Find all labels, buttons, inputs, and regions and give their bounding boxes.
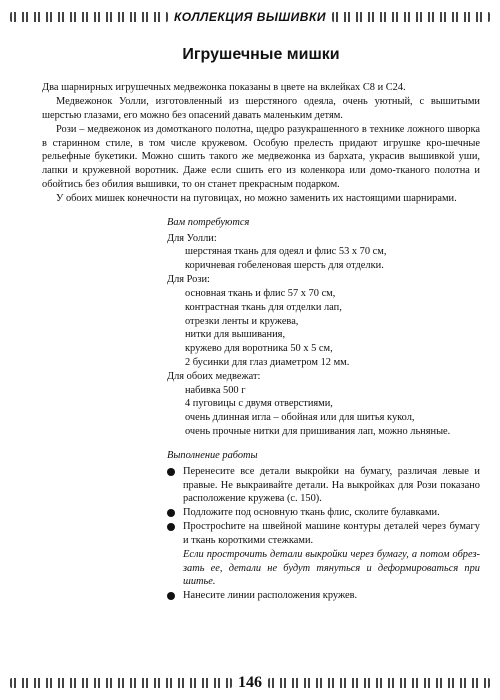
ornament-border-left [10,12,168,22]
bullet-icon [167,592,175,600]
page-content [42,44,480,603]
material-item: коричневая гобеленовая шерсть для отделки. [185,260,384,272]
header-bar [10,10,490,24]
page-number: 146 [238,674,262,691]
step-note: Если прострочить детали выкройки через бумагу, а потом обрез-зать ее, детали не будут тянуться и деформироваться при шитье. [183,548,480,588]
material-item: набивка 500 г [185,384,246,396]
rosie-label: Для Рози: [167,274,210,286]
work-steps-continued [167,589,480,603]
both-label: Для обоих медвежат: [167,370,261,382]
material-item: очень прочные нитки для пришивания лап, можно льняные. [185,426,451,438]
step-text: Простроchите на швейной машине контуры деталей через бумагу и ткань короткими стежками. [183,521,480,546]
materials-section [167,216,480,603]
wally-paragraph: Медвежонок Уолли, изготовленный из шерстяного одеяла, очень уютный, с вышитыми шерстью глазами, его можно без опасений давать маленьким детям. [42,96,480,121]
list-item [167,589,480,603]
rosie-paragraph: Рози – медвежонок из домотканого полотна, щедро разукрашенного в технике ложного шворка в старинном стиле, в том числе кружевом. Особую прелесть придают игрушке кро-шечные рельефные букетики. Можно сшить такого же медвежонка из бархата, украсив вышивкой уши, лапки и кружевной воротник. Даже если сшить его из коленкора или домо-тканого полотна и обойтись без обилия вышивки, то он станет прекрасным подарком. [42,123,480,191]
material-item: контрастная ткань для отделки лап, [185,301,342,313]
limbs-paragraph: У обоих мишек конечности на пуговицах, но можно заменить их настоящими шарнирами. [56,192,457,204]
bullet-icon [167,509,175,517]
material-item: 2 бусинки для глаз диаметром 12 мм. [185,357,350,368]
work-steps [167,465,480,548]
footer-bar [10,674,490,692]
material-item: отрезки ленты и кружева, [185,315,299,327]
running-header: КОЛЛЕКЦИЯ ВЫШИВКИ [174,10,326,24]
bullet-icon [167,468,175,476]
step-text: Нанесите линии расположения кружев. [183,590,358,602]
bullet-icon [167,523,175,531]
material-item: шерстяная ткань для одеял и флис 53 x 70 см, [185,246,387,258]
material-item: нитки для вышивания, [185,329,286,341]
materials-heading: Вам потребуются [167,216,250,228]
material-item: основная ткань и флис 57 x 70 см, [185,287,336,299]
list-item [167,465,480,506]
ornament-border-right [268,678,490,688]
list-item [167,520,480,548]
material-item: кружево для воротника 50 x 5 см, [185,343,333,355]
ornament-border-right [332,12,490,22]
wally-label: Для Уолли: [167,232,217,244]
step-text: Подложите под основную ткань флис, сколите булавками. [183,507,440,519]
list-item [167,506,480,520]
ornament-border-left [10,678,232,688]
material-item: очень длинная игла – обойная или для шитья кукол, [185,412,415,424]
intro-paragraph: Два шарнирных игрушечных медвежонка показаны в цвете на вклейках С8 и С24. [42,82,406,94]
article-title: Игрушечные мишки [182,46,340,63]
work-heading: Выполнение работы [167,449,258,461]
step-text: Перенесите все детали выкройки на бумагу, различая левые и правые. Не выкраивайте детали. На выкройках для Рози показано расположение кружева (с. 150). [183,465,480,505]
material-item: 4 пуговицы с двумя отверстиями, [185,398,333,410]
